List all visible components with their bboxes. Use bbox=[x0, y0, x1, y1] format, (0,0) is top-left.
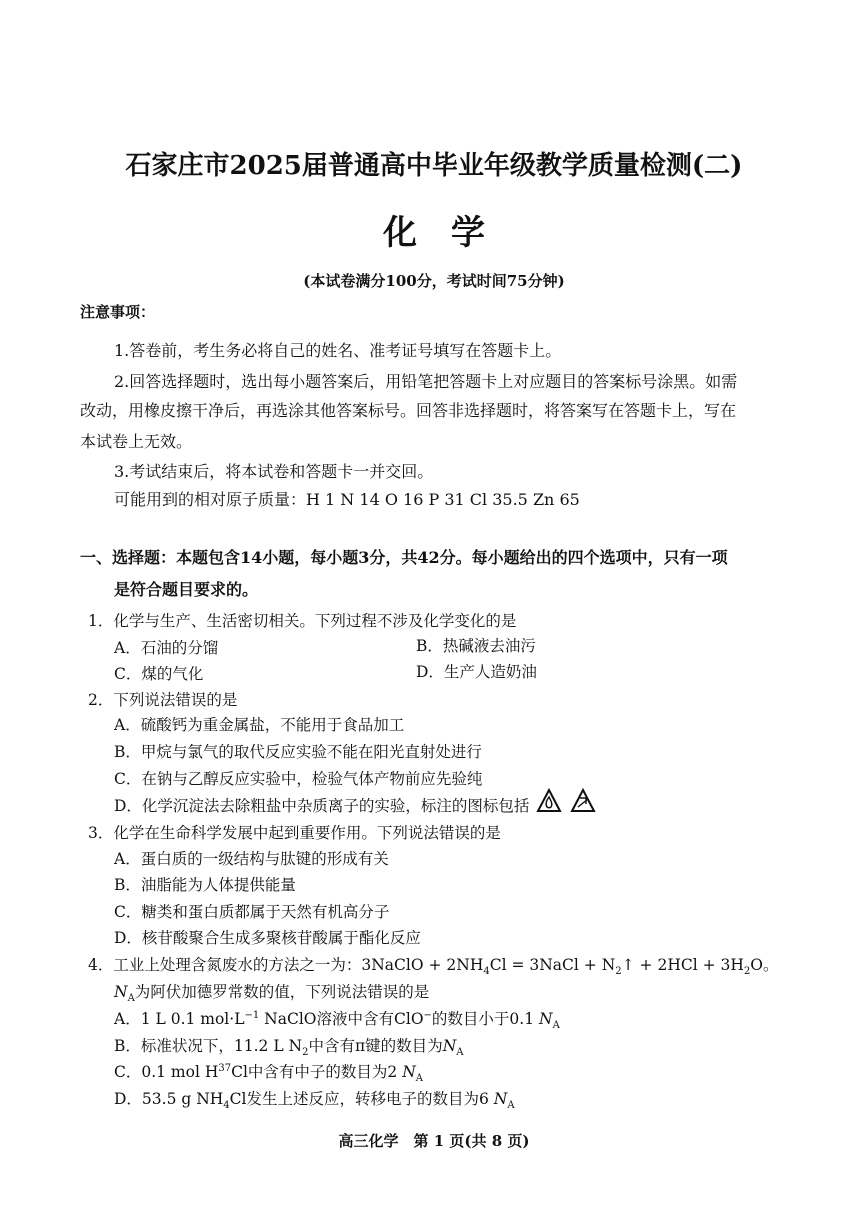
q1-option-a: A．石油的分馏 bbox=[114, 639, 219, 657]
q4-c-part: C．0.1 mol H bbox=[114, 1063, 219, 1081]
q4-c-superscript: 37 bbox=[218, 1062, 232, 1074]
q4-option-b bbox=[114, 1034, 464, 1058]
q2-option-c: C．在钠与乙醇反应实验中，检验气体产物前应先验纯 bbox=[114, 770, 483, 788]
notice-item-3: 3.考试结束后，将本试卷和答题卡一并交回。 bbox=[114, 462, 434, 481]
q2-stem: 2．下列说法错误的是 bbox=[88, 691, 238, 709]
q4-stem bbox=[88, 953, 778, 977]
q2-option-d: D．化学沉淀法去除粗盐中杂质离子的实验，标注的图标包括 bbox=[114, 797, 530, 815]
q4-stem-part: 为阿伏加德罗常数的值，下列说法错误的是 bbox=[134, 983, 430, 1001]
q4-b-part: 中含有π键的数目为 bbox=[308, 1037, 443, 1055]
exam-title: 石家庄市2025届普通高中毕业年级教学质量检测(二) bbox=[125, 151, 743, 181]
q1-stem: 1．化学与生产、生活密切相关。下列过程不涉及化学变化的是 bbox=[88, 612, 517, 630]
avogadro-subscript: A bbox=[456, 1047, 464, 1059]
q4-stem-line2 bbox=[114, 980, 429, 1004]
atomic-masses: 可能用到的相对原子质量：H 1 N 14 O 16 P 31 Cl 35.5 Zn 65 bbox=[114, 490, 580, 509]
q3-option-c: C．糖类和蛋白质都属于天然有机高分子 bbox=[114, 903, 390, 921]
avogadro-subscript: A bbox=[552, 1020, 560, 1032]
q4-a-part: A．1 L 0.1 mol·L bbox=[114, 1010, 245, 1028]
section-heading: 一、选择题：本题包含14小题，每小题3分，共42分。每小题给出的四个选项中，只有一项 bbox=[80, 548, 728, 567]
avogadro-symbol: N bbox=[114, 983, 128, 1001]
avogadro-symbol: N bbox=[442, 1037, 457, 1055]
notice-item-2: 2.回答选择题时，选出每小题答案后，用铅笔把答题卡上对应题目的答案标号涂黑。如需 bbox=[114, 372, 738, 391]
avogadro-subscript: A bbox=[415, 1073, 424, 1085]
q1-option-b: B．热碱液去油污 bbox=[416, 637, 536, 655]
exam-meta: (本试卷满分100分，考试时间75分钟) bbox=[303, 272, 565, 290]
q4-c-part: Cl中含有中子的数目为2 bbox=[231, 1063, 403, 1081]
q4-option-c bbox=[114, 1060, 423, 1084]
subject-heading: 化学 bbox=[383, 213, 519, 253]
q4-b-subscript: 2 bbox=[302, 1047, 309, 1059]
q4-option-a bbox=[114, 1007, 560, 1031]
notice-item-1: 1.答卷前，考生务必将自己的姓名、准考证号填写在答题卡上。 bbox=[114, 341, 562, 360]
section-heading-cont: 是符合题目要求的。 bbox=[114, 580, 259, 599]
q1-option-c: C．煤的气化 bbox=[114, 665, 204, 683]
q4-option-d bbox=[114, 1087, 515, 1111]
notice-item-2-cont: 改动，用橡皮擦干净后，再选涂其他答案标号。回答非选择题时，将答案写在答题卡上，写在 bbox=[80, 401, 737, 420]
q4-stem-part: O。 bbox=[750, 956, 779, 974]
q3-option-b: B．油脂能为人体提供能量 bbox=[114, 876, 296, 894]
q2-option-a: A．硫酸钙为重金属盐，不能用于食品加工 bbox=[114, 716, 405, 734]
q4-d-part: D．53.5 g NH bbox=[114, 1090, 224, 1108]
q3-stem: 3．化学在生命科学发展中起到重要作用。下列说法错误的是 bbox=[88, 824, 501, 842]
corrosive-hazard-icon bbox=[570, 788, 596, 814]
q4-a-part: NaClO溶液中含有ClO bbox=[259, 1010, 424, 1028]
q4-a-superscript: −1 bbox=[244, 1009, 260, 1021]
q2-option-b: B．甲烷与氯气的取代反应实验不能在阳光直射处进行 bbox=[114, 743, 482, 761]
q4-a-part: 的数目小于0.1 bbox=[431, 1010, 539, 1028]
q4-b-part: B．标准状况下，11.2 L N bbox=[114, 1037, 303, 1055]
q4-d-part: Cl发生上述反应，转移电子的数目为6 bbox=[229, 1090, 494, 1108]
flammable-hazard-icon bbox=[536, 788, 562, 814]
q1-option-d: D．生产人造奶油 bbox=[416, 663, 537, 681]
avogadro-symbol: N bbox=[402, 1063, 416, 1081]
q4-stem-part: 4．工业上处理含氮废水的方法之一为：3NaClO + 2NH bbox=[88, 956, 484, 974]
q4-subscript: 2 bbox=[743, 966, 751, 978]
avogadro-symbol: N bbox=[493, 1090, 508, 1108]
page-footer: 高三化学 第 1 页(共 8 页) bbox=[338, 1132, 530, 1150]
q3-option-d: D．核苷酸聚合生成多聚核苷酸属于酯化反应 bbox=[114, 929, 421, 947]
avogadro-symbol: N bbox=[539, 1010, 553, 1028]
q4-d-subscript: 4 bbox=[223, 1100, 230, 1112]
q4-a-superscript: − bbox=[423, 1009, 432, 1021]
q4-subscript: 2 bbox=[615, 966, 622, 978]
q3-option-a: A．蛋白质的一级结构与肽键的形成有关 bbox=[114, 850, 389, 868]
q4-subscript: 4 bbox=[483, 966, 490, 978]
q4-stem-part: ↑ + 2HCl + 3H bbox=[621, 956, 744, 974]
avogadro-subscript: A bbox=[127, 993, 135, 1005]
notice-heading: 注意事项： bbox=[80, 303, 156, 321]
avogadro-subscript: A bbox=[507, 1100, 515, 1112]
notice-item-2-end: 本试卷上无效。 bbox=[80, 432, 193, 451]
q4-stem-part: Cl = 3NaCl + N bbox=[489, 956, 616, 974]
